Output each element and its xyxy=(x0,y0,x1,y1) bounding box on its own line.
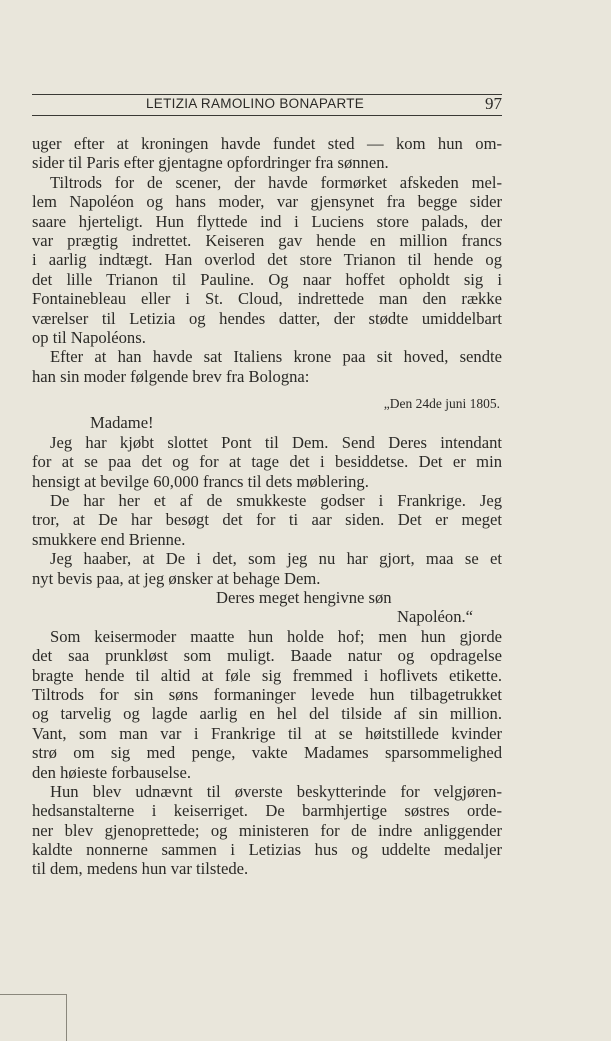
letter-salutation: Madame! xyxy=(90,413,154,433)
text-line: Tiltrods for sin søns formaninger levede hun tilbagetrukket xyxy=(32,684,502,704)
text-line: Jeg har kjøbt slottet Pont til Dem. Send Deres intendant xyxy=(50,432,502,452)
page-number: 97 xyxy=(485,94,502,113)
text-line: han sin moder følgende brev fra Bologna: xyxy=(32,366,310,386)
text-line: sider til Paris efter gjentagne opfordringer fra sønnen. xyxy=(32,153,389,173)
text-line: Som keisermoder maatte hun holde hof; men hun gjorde xyxy=(50,626,502,646)
text-line: til dem, medens hun var tilstede. xyxy=(32,859,249,879)
text-line: lem Napoléon og hans moder, var gjensynet fra begge sider xyxy=(32,192,502,212)
letter-closing: Deres meget hengivne søn xyxy=(216,587,392,607)
text-line: Efter at han havde sat Italiens krone paa sit hoved, sendte xyxy=(50,347,502,367)
text-line: Jeg haaber, at De i det, som jeg nu har gjort, maa se et xyxy=(50,549,502,569)
text-line: og tarvelig og lagde aarlig en hel del tilside af sin million. xyxy=(32,704,502,724)
letter-dateline: „Den 24de juni 1805. xyxy=(383,396,500,412)
text-line: var prægtig indrettet. Keiseren gav hende en million francs xyxy=(32,230,502,250)
text-line: det saa prunkløst som muligt. Baade natur og opdragelse xyxy=(32,646,502,666)
text-line: bragte hende til altid at føle sig fremmed i hoflivets etikette. xyxy=(32,665,502,685)
text-line: Hun blev udnævnt til øverste beskytterinde for velgjøren- xyxy=(50,781,502,801)
text-line: Tiltrods for de scener, der havde formørket afskeden mel- xyxy=(50,172,502,192)
text-line: nyt bevis paa, at jeg ønsker at behage Dem. xyxy=(32,568,321,588)
page-header xyxy=(32,90,502,118)
text-line: strø om sig med penge, vakte Madames sparsommelighed xyxy=(32,743,502,763)
text-line: i aarlig indtægt. Han overlod det store Trianon til hende og xyxy=(32,250,502,270)
text-line: Vant, som man var i Frankrige til at se høitstillede kvinder xyxy=(32,723,502,743)
text-line: uger efter at kroningen havde fundet sted — kom hun om- xyxy=(32,134,502,153)
scan-edge-mark xyxy=(0,994,67,1041)
text-line: Fontainebleau eller i St. Cloud, indrettede man den række xyxy=(32,289,502,309)
header-bottom-rule xyxy=(32,115,502,116)
text-line: den høieste forbauselse. xyxy=(32,762,191,782)
header-top-rule xyxy=(32,94,502,95)
text-line: værelser til Letizia og hendes datter, der stødte umiddelbart xyxy=(32,308,502,328)
text-line: tror, at De har besøgt det for ti aar siden. Det er meget xyxy=(32,510,502,530)
text-line: hedsanstalterne i keiserriget. De barmhjertige søstres orde- xyxy=(32,801,502,821)
text-line: for at se paa det og for at tage det i besiddetse. Det er min xyxy=(32,452,502,472)
body-text xyxy=(32,134,502,879)
text-line: op til Napoléons. xyxy=(32,327,146,347)
text-line: ner blev gjenoprettede; og ministeren for de indre anliggender xyxy=(32,820,502,840)
text-line: kaldte nonnerne sammen i Letizias hus og uddelte medaljer xyxy=(32,840,502,860)
text-line: hensigt at bevilge 60,000 francs til dets møblering. xyxy=(32,471,369,491)
text-line: det lille Trianon til Pauline. Og naar hoffet opholdt sig i xyxy=(32,269,502,289)
letter-signature: Napoléon.“ xyxy=(397,607,474,627)
text-line: smukkere end Brienne. xyxy=(32,529,186,549)
text-line: saare hjerteligt. Hun flyttede ind i Luciens store palads, der xyxy=(32,211,502,231)
running-title: LETIZIA RAMOLINO BONAPARTE xyxy=(146,96,365,111)
text-line: De har her et af de smukkeste godser i Frankrige. Jeg xyxy=(50,491,502,511)
